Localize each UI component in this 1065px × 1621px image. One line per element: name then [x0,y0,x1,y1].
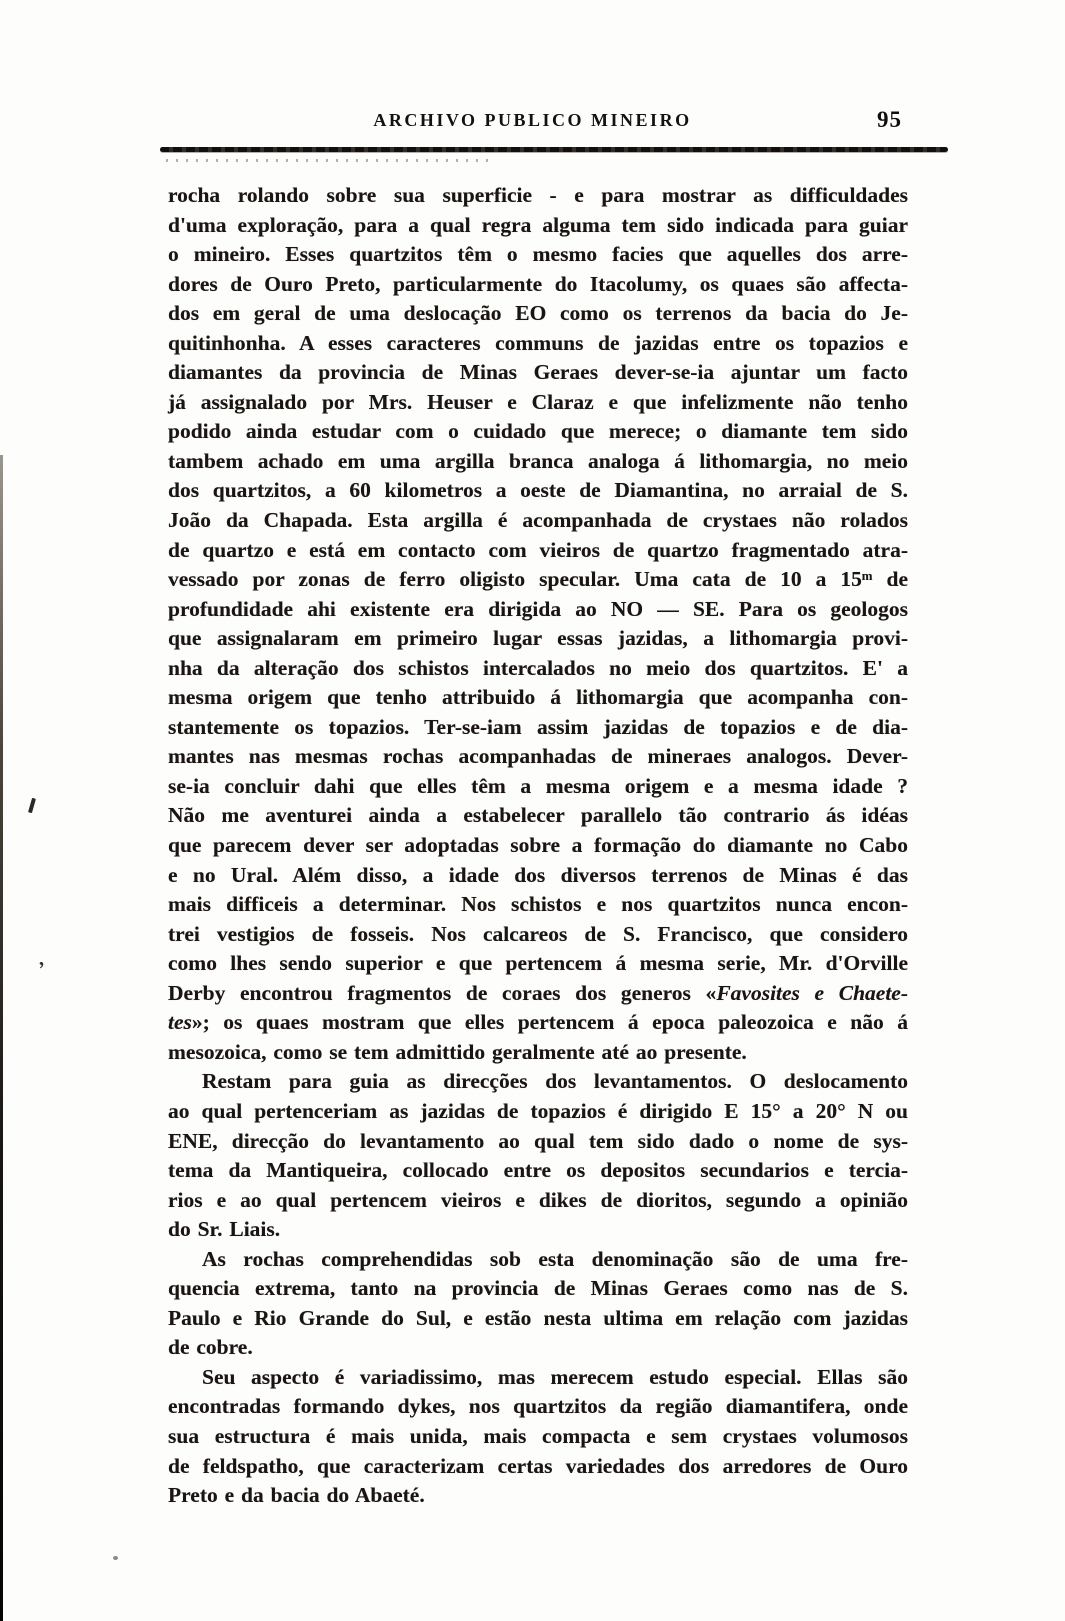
text-line: que parecem dever ser adoptadas sobre a formação do diamante no Cabo [168,833,908,858]
text-line: de cobre. [168,1335,253,1360]
text-line: como lhes sendo superior e que pertencem á mesma serie, Mr. d'Orville [168,951,908,976]
text-line: que assignalaram em primeiro lugar essas jazidas, a lithomargia provi- [168,626,908,651]
text-line: dores de Ouro Preto, particularmente do Itacolumy, os quaes são affecta- [168,271,908,296]
text-line: tambem achado em uma argilla branca analoga á lithomargia, no meio [168,448,908,473]
text-line: Derby encontrou fragmentos de coraes dos generos «Favosites e Chaete- [168,980,908,1005]
text-line: dos quartzitos, a 60 kilometros a oeste de Diamantina, no arraial de S. [168,478,908,503]
scan-edge-artifact [0,455,3,1621]
text-line: Preto e da bacia do Abaeté. [168,1483,425,1508]
text-line: tes»; os quaes mostram que elles pertencem á epoca paleozoica e não á [168,1010,908,1035]
text-line: profundidade ahi existente era dirigida ao NO — SE. Para os geologos [168,596,908,621]
header-rule-dust-artifact [166,159,496,162]
text-line: o mineiro. Esses quartzitos têm o mesmo facies que aquelles dos arre- [168,242,908,267]
text-line: rios e ao qual pertencem vieiros e dikes de dioritos, segundo a opinião [168,1187,908,1212]
text-line: Paulo e Rio Grande do Sul, e estão nesta ultima em relação com jazidas [168,1305,908,1330]
text-line: ao qual pertenceriam as jazidas de topazios é dirigido E 15° a 20° N ou [168,1098,908,1123]
text-line: Não me aventurei ainda a estabelecer parallelo tão contrario ás idéas [168,803,908,828]
text-line: se-ia concluir dahi que elles têm a mesma origem e a mesma idade ? [168,773,908,798]
text-line: mantes nas mesmas rochas acompanhadas de mineraes analogos. Dever- [168,744,908,769]
text-line: mesozoica, como se tem admittido geralmente até ao presente. [168,1039,747,1064]
text-line: já assignalado por Mrs. Heuser e Claraz e que infelizmente não tenho [168,389,908,414]
text-line: dos em geral de uma deslocação EO como os terrenos da bacia do Je- [168,301,908,326]
text-line: de quartzo e está em contacto com vieiros de quartzo fragmentado atra- [168,537,908,562]
text-line: podido ainda estudar com o cuidado que merece; o diamante tem sido [168,419,908,444]
text-line: encontradas formando dykes, nos quartzitos da região diamantifera, onde [168,1394,908,1419]
scan-speck-artifact [113,1556,118,1560]
text-line: Seu aspecto é variadissimo, mas merecem estudo especial. Ellas são [202,1364,908,1389]
text-line: do Sr. Liais. [168,1217,281,1242]
text-line: As rochas comprehendidas sob esta denominação são de uma fre- [202,1246,908,1271]
body-text [168,181,908,1511]
header-rule [160,147,948,152]
text-line: rocha rolando sobre sua superficie - e para mostrar as difficuldades [168,183,908,207]
text-line: sua estructura é mais unida, mais compacta e sem crystaes volumosos [168,1423,908,1448]
text-line: trei vestigios de fosseis. Nos calcareos de S. Francisco, que considero [168,921,908,946]
text-line: quitinhonha. A esses caracteres communs de jazidas entre os topazios e [168,330,908,355]
text-line: d'uma exploração, para a qual regra alguma tem sido indicada para guiar [168,212,908,237]
page-number: 95 [877,107,902,132]
text-line: e no Ural. Além disso, a idade dos diversos terrenos de Minas é das [168,862,908,887]
margin-ink-mark [28,798,36,814]
text-line: vessado por zonas de ferro oligisto specular. Uma cata de 10 a 15ᵐ de [168,567,908,592]
text-line: João da Chapada. Esta argilla é acompanhada de crystaes não rolados [168,508,908,533]
text-line: tema da Mantiqueira, collocado entre os depositos secundarios e tercia- [168,1158,908,1183]
margin-ink-mark: , [35,947,46,971]
text-line: diamantes da provincia de Minas Geraes dever-se-ia ajuntar um facto [168,360,908,385]
text-line: nha da alteração dos schistos intercalados no meio dos quartzitos. E' a [168,655,908,680]
text-line: mesma origem que tenho attribuido á lithomargia que acompanha con- [168,685,908,710]
text-line: ENE, direcção do levantamento ao qual tem sido dado o nome de sys- [168,1128,908,1153]
text-line: Restam para guia as direcções dos levantamentos. O deslocamento [202,1069,908,1094]
running-head-title: ARCHIVO PUBLICO MINEIRO [373,110,692,130]
text-line: quencia extrema, tanto na provincia de Minas Geraes como nas de S. [168,1276,908,1301]
text-line: de feldspatho, que caracterizam certas variedades dos arredores de Ouro [168,1453,908,1478]
text-line: stantemente os topazios. Ter-se-iam assim jazidas de topazios e de dia- [168,714,908,739]
text-line: mais difficeis a determinar. Nos schistos e nos quartzitos nunca encon- [168,892,908,917]
